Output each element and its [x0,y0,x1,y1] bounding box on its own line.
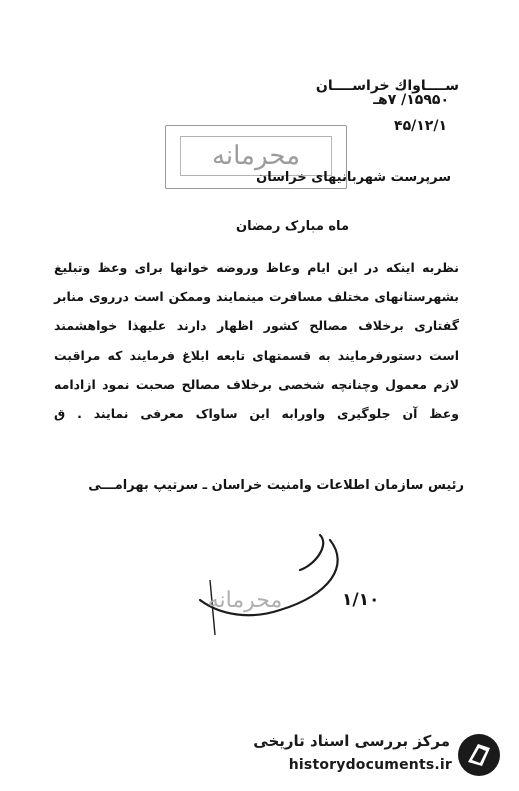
archive-watermark [232,728,512,783]
confidential-stamp-faint [188,568,363,633]
subject-line: ماه مبارک رمضان [235,219,349,234]
margin-note: ۱/۱۰ [342,590,380,610]
confidential-stamp-faint-text: محرمانه [207,587,283,613]
body-line: بشهرستانهای مختلف مسافرت مینمایند وممکن است درروی منابر [54,289,459,304]
body-line: نظربه اینکه در این ایام وعاظ وروضه خوانها برای وعظ وتبلیغ [54,260,459,275]
letter-date: ۴۵/۱۲/۱ [394,118,447,134]
watermark-title: مرکز بررسی اسناد تاریخی [253,732,450,750]
organization-heading: ســــاواك خراســــان [315,78,459,94]
letter-number: ۱۵۹۵۰/ ۷هـ [373,92,449,108]
body-line: گفتاری برخلاف مصالح کشور اظهار دارند علیهذا خواهشمند [54,318,459,333]
document-center-logo-icon [456,732,502,778]
confidential-stamp-text: محرمانه [180,136,332,176]
watermark-url: historydocuments.ir [288,757,452,773]
body-line: است دستورفرمایند به قسمتهای تابعه ابلاغ فرمایند که مراقبت [54,348,459,363]
body-line: لازم معمول وچنانچه شخصی برخلاف مصالح صحبت نمود ازادامه [54,377,459,392]
body-line: وعظ آن جلوگیری واورابه این ساواک معرفی نمایند . ق [54,406,459,421]
signature-line: رئیس سازمان اطلاعات وامنیت خراسان ـ سرتیپ بهرامـــی [88,478,464,493]
recipient-line: سرپرست شهربانیهای خراسان [256,170,451,185]
